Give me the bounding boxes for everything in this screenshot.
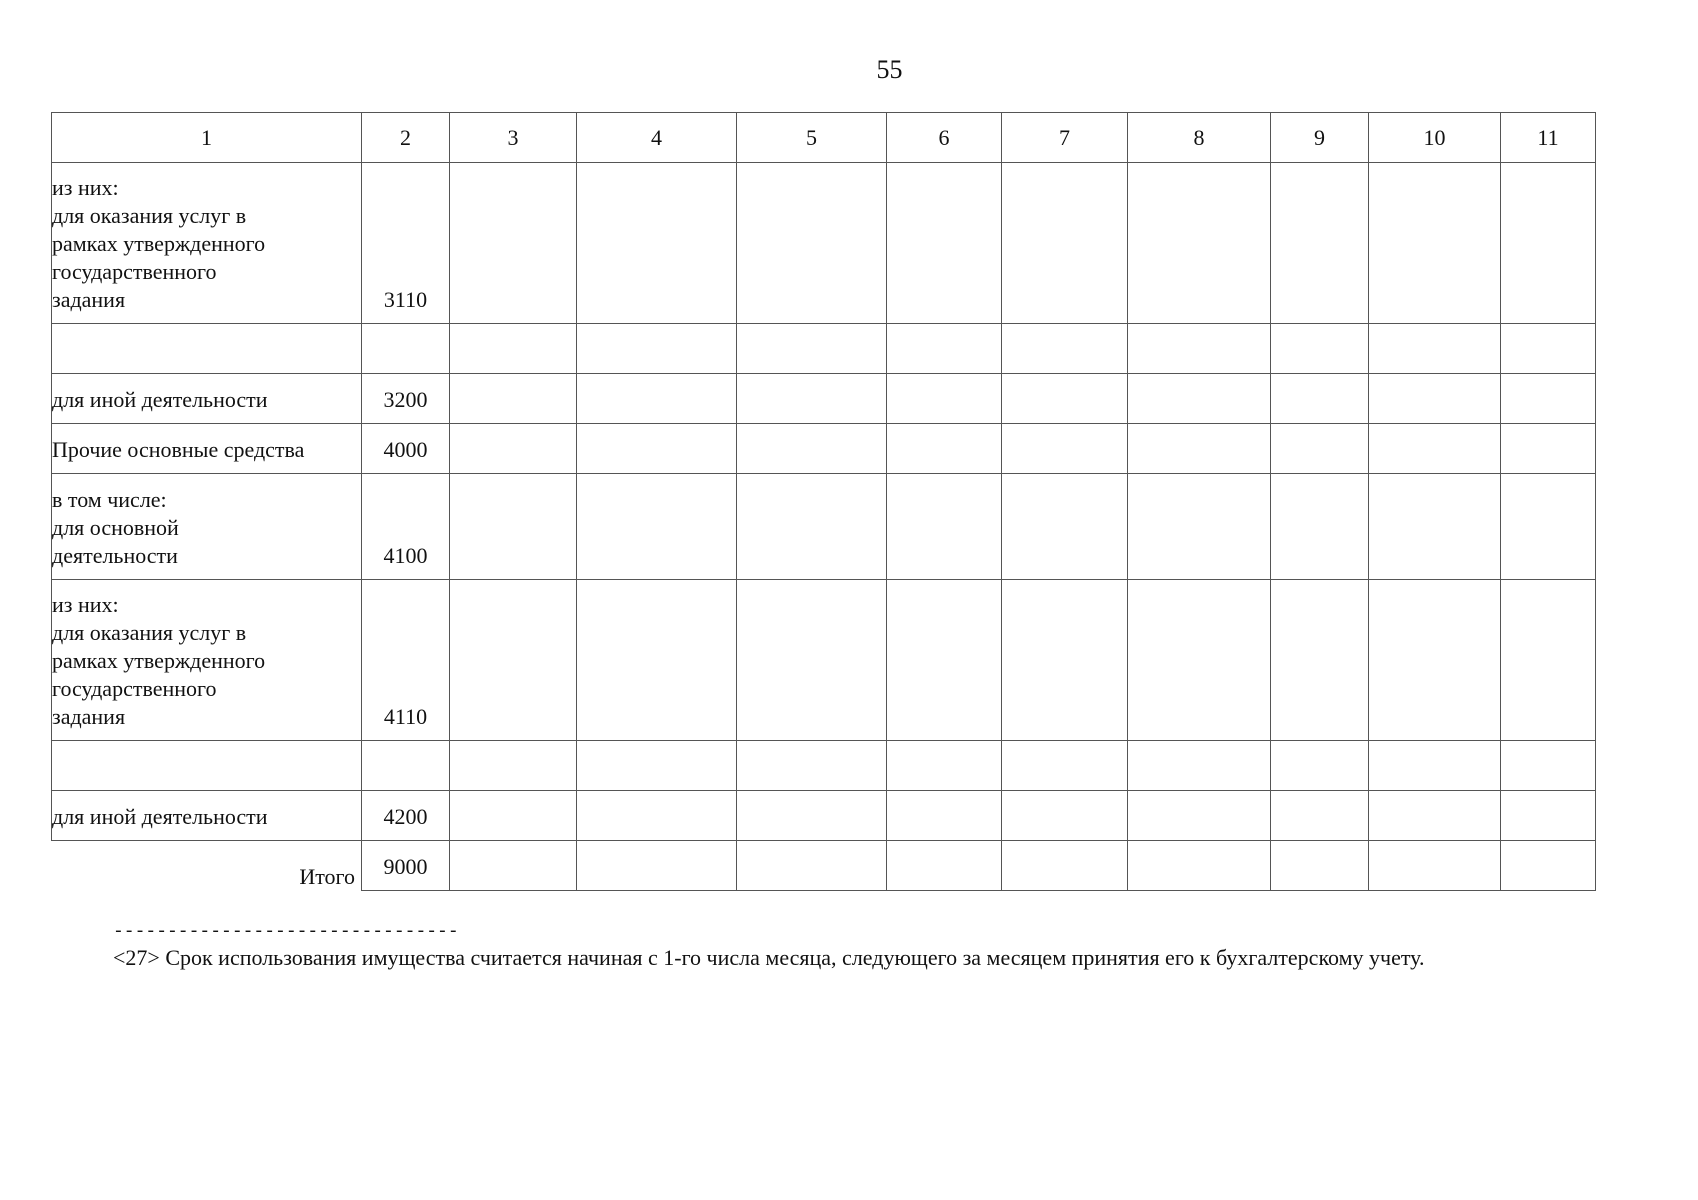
table-row [52, 474, 1596, 580]
table-cell [1501, 580, 1596, 741]
table-cell [887, 841, 1002, 891]
row-code: 4100 [362, 474, 450, 580]
table-row [52, 424, 1596, 474]
row-label: для иной деятельности [52, 791, 362, 841]
table-cell [1501, 741, 1596, 791]
table-cell [737, 841, 887, 891]
table-cell [1369, 841, 1501, 891]
table-cell [887, 741, 1002, 791]
table-cell [450, 424, 577, 474]
table-cell [1002, 741, 1128, 791]
table-cell [737, 741, 887, 791]
table-cell [1271, 424, 1369, 474]
table-row [52, 741, 1596, 791]
table-cell [1128, 841, 1271, 891]
table-cell [1271, 324, 1369, 374]
table-cell [450, 741, 577, 791]
column-header: 1 [52, 113, 362, 163]
table-cell [577, 741, 737, 791]
footnote-text: <27> Срок использования имущества считается начиная с 1-го числа месяца, следующего за месяцем принятия его к бухгалтерскому учету. [113, 945, 1425, 970]
table-cell [1369, 424, 1501, 474]
table-cell [1002, 580, 1128, 741]
table-cell [737, 580, 887, 741]
table-cell [1501, 841, 1596, 891]
table-cell [1002, 374, 1128, 424]
column-header: 2 [362, 113, 450, 163]
table-cell [1271, 791, 1369, 841]
table-row [52, 791, 1596, 841]
table-cell [1128, 163, 1271, 324]
table-cell [577, 474, 737, 580]
row-label: для иной деятельности [52, 374, 362, 424]
table-cell [450, 474, 577, 580]
table-cell [887, 474, 1002, 580]
table-cell [450, 163, 577, 324]
page-number: 55 [876, 55, 903, 84]
table-row [52, 163, 1596, 324]
table-cell [1271, 163, 1369, 324]
table-cell [1128, 474, 1271, 580]
column-header: 10 [1369, 113, 1501, 163]
table-row [52, 580, 1596, 741]
row-code [362, 324, 450, 374]
table-cell [450, 374, 577, 424]
table-cell [1128, 580, 1271, 741]
table-cell [1128, 741, 1271, 791]
table-cell [887, 163, 1002, 324]
table-cell [1002, 324, 1128, 374]
table-cell [577, 374, 737, 424]
row-code [362, 741, 450, 791]
table-cell [1128, 374, 1271, 424]
table-cell [1369, 374, 1501, 424]
row-label: Прочие основные средства [52, 424, 362, 474]
row-code: 3110 [362, 163, 450, 324]
table-header-row [52, 113, 1596, 163]
table-cell [887, 424, 1002, 474]
table-cell [1369, 580, 1501, 741]
table-cell [1501, 474, 1596, 580]
table-cell [577, 424, 737, 474]
table-cell [737, 791, 887, 841]
table-cell [1271, 374, 1369, 424]
row-label [52, 741, 362, 791]
column-header: 7 [1002, 113, 1128, 163]
table-cell [1271, 474, 1369, 580]
table-cell [1128, 791, 1271, 841]
table-cell [1501, 374, 1596, 424]
table-cell [1501, 424, 1596, 474]
column-header: 3 [450, 113, 577, 163]
row-label: из них: для оказания услуг в рамках утвержденного государственного задания [52, 163, 362, 324]
table-cell [1501, 791, 1596, 841]
table-cell [1271, 841, 1369, 891]
table-cell [1002, 474, 1128, 580]
table-cell [737, 324, 887, 374]
row-code: 4200 [362, 791, 450, 841]
table-cell [1002, 791, 1128, 841]
table-cell [450, 791, 577, 841]
total-label: Итого [299, 863, 355, 889]
table-cell [1002, 841, 1128, 891]
table-cell [887, 374, 1002, 424]
table-cell [1002, 424, 1128, 474]
row-code: 4110 [362, 580, 450, 741]
column-header: 5 [737, 113, 887, 163]
row-label: из них: для оказания услуг в рамках утвержденного государственного задания [52, 580, 362, 741]
table-cell [450, 580, 577, 741]
table-cell [737, 163, 887, 324]
table-cell [1369, 741, 1501, 791]
table-cell [1271, 741, 1369, 791]
table-cell [1369, 791, 1501, 841]
table-cell [1002, 163, 1128, 324]
column-header: 9 [1271, 113, 1369, 163]
footnote-separator: -------------------------------- [113, 922, 459, 942]
column-header: 8 [1128, 113, 1271, 163]
row-label: в том числе: для основной деятельности [52, 474, 362, 580]
row-code: 4000 [362, 424, 450, 474]
table-cell [737, 374, 887, 424]
table-cell [577, 580, 737, 741]
table-cell [577, 791, 737, 841]
table-cell [1501, 163, 1596, 324]
table-cell [1128, 424, 1271, 474]
table-cell [737, 474, 887, 580]
column-header: 4 [577, 113, 737, 163]
table-cell [577, 163, 737, 324]
table-cell [1501, 324, 1596, 374]
column-header: 6 [887, 113, 1002, 163]
table-cell [887, 580, 1002, 741]
table-cell [1128, 324, 1271, 374]
table-cell [1369, 324, 1501, 374]
total-row [52, 841, 1596, 891]
table-cell [577, 324, 737, 374]
table-cell [577, 841, 737, 891]
table-cell [887, 791, 1002, 841]
row-code: 9000 [362, 841, 450, 891]
column-header: 11 [1501, 113, 1596, 163]
row-code: 3200 [362, 374, 450, 424]
table-cell [450, 324, 577, 374]
table-cell [1369, 474, 1501, 580]
table-cell [1271, 580, 1369, 741]
table-cell [887, 324, 1002, 374]
table-cell [737, 424, 887, 474]
table-cell [450, 841, 577, 891]
table-row [52, 324, 1596, 374]
table-cell [1369, 163, 1501, 324]
table-row [52, 374, 1596, 424]
data-table [51, 112, 1596, 891]
row-label [52, 324, 362, 374]
